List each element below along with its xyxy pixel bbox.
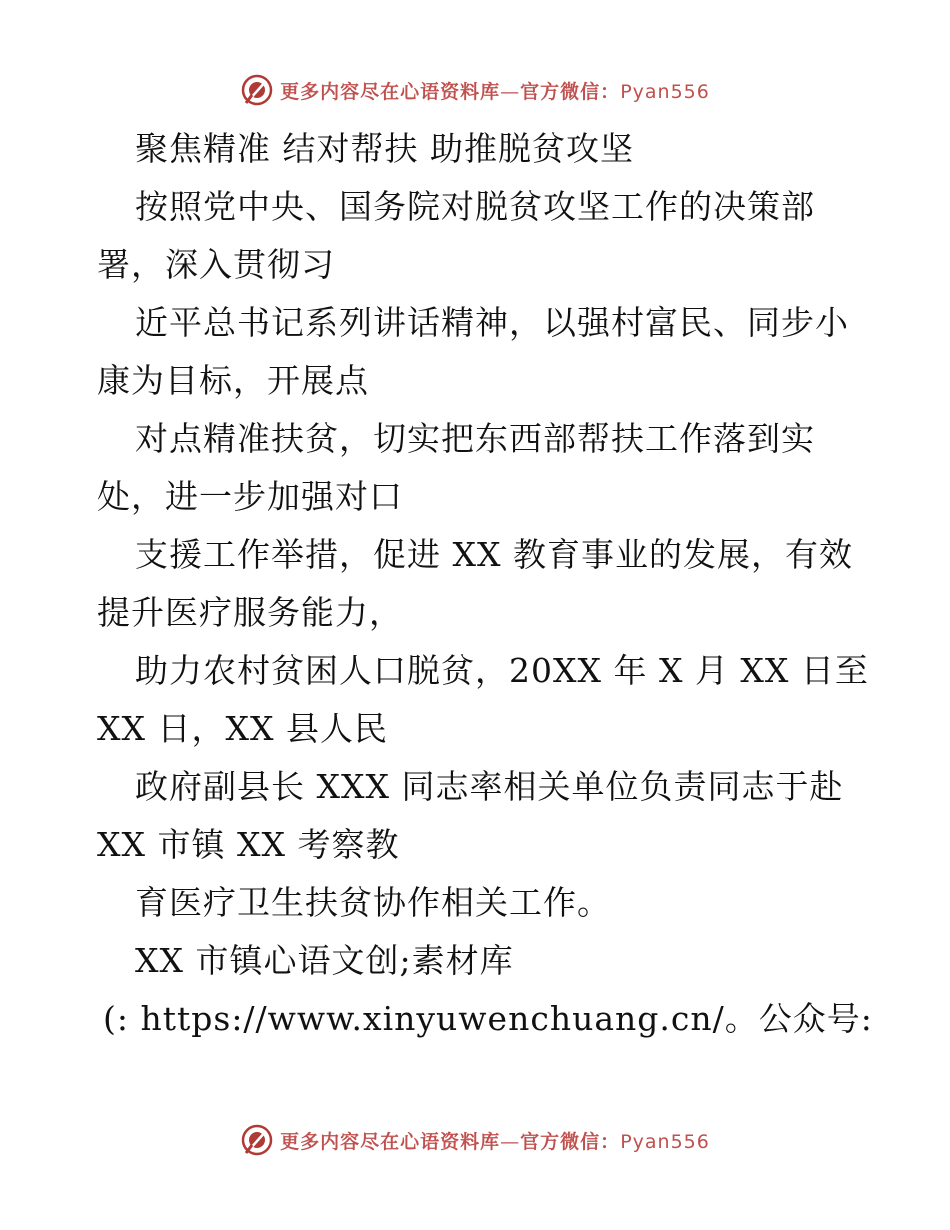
watermark-official: 官方微信： bbox=[520, 80, 621, 103]
doc-line: 近平总书记系列讲话精神，以强村富民、同步小 bbox=[135, 303, 849, 342]
watermark-main: 更多内容尽在心语资料库 bbox=[280, 80, 501, 103]
doc-line: 对点精准扶贫，切实把东西部帮扶工作落到实 bbox=[135, 419, 815, 458]
document-body bbox=[97, 120, 877, 1048]
doc-line: 政府副县长 XXX 同志率相关单位负责同志于赴 bbox=[135, 767, 844, 806]
watermark-separator: — bbox=[500, 1130, 521, 1153]
doc-line: (: https://www.xinyuwenchuang.cn/。公众号: bbox=[103, 999, 873, 1038]
watermark-official: 官方微信： bbox=[520, 1130, 621, 1153]
doc-line: 康为目标，开展点 bbox=[97, 361, 369, 400]
watermark-wechat-id: Pyan556 bbox=[620, 80, 710, 103]
header-watermark bbox=[0, 70, 950, 110]
doc-line: XX 市镇心语文创;素材库 bbox=[135, 941, 514, 980]
footer-watermark bbox=[0, 1120, 950, 1160]
watermark-main: 更多内容尽在心语资料库 bbox=[280, 1130, 501, 1153]
watermark-wechat-id: Pyan556 bbox=[620, 1130, 710, 1153]
watermark-separator: — bbox=[500, 80, 521, 103]
doc-line: 助力农村贫困人口脱贫，20XX 年 X 月 XX 日至 bbox=[135, 651, 869, 690]
doc-line: XX 市镇 XX 考察教 bbox=[97, 825, 400, 864]
seal-logo-icon bbox=[240, 73, 274, 107]
seal-logo-icon bbox=[240, 1123, 274, 1157]
doc-line: XX 日，XX 县人民 bbox=[97, 709, 388, 748]
doc-line: 处，进一步加强对口 bbox=[97, 477, 403, 516]
doc-line: 署，深入贯彻习 bbox=[97, 245, 335, 284]
watermark-text bbox=[280, 77, 710, 104]
doc-line: 提升医疗服务能力， bbox=[97, 593, 403, 632]
doc-title: 聚焦精准 结对帮扶 助推脱贫攻坚 bbox=[135, 129, 634, 168]
doc-line: 育医疗卫生扶贫协作相关工作。 bbox=[135, 883, 611, 922]
doc-line: 按照党中央、国务院对脱贫攻坚工作的决策部 bbox=[135, 187, 815, 226]
watermark-text bbox=[280, 1127, 710, 1154]
doc-line: 支援工作举措，促进 XX 教育事业的发展，有效 bbox=[135, 535, 853, 574]
